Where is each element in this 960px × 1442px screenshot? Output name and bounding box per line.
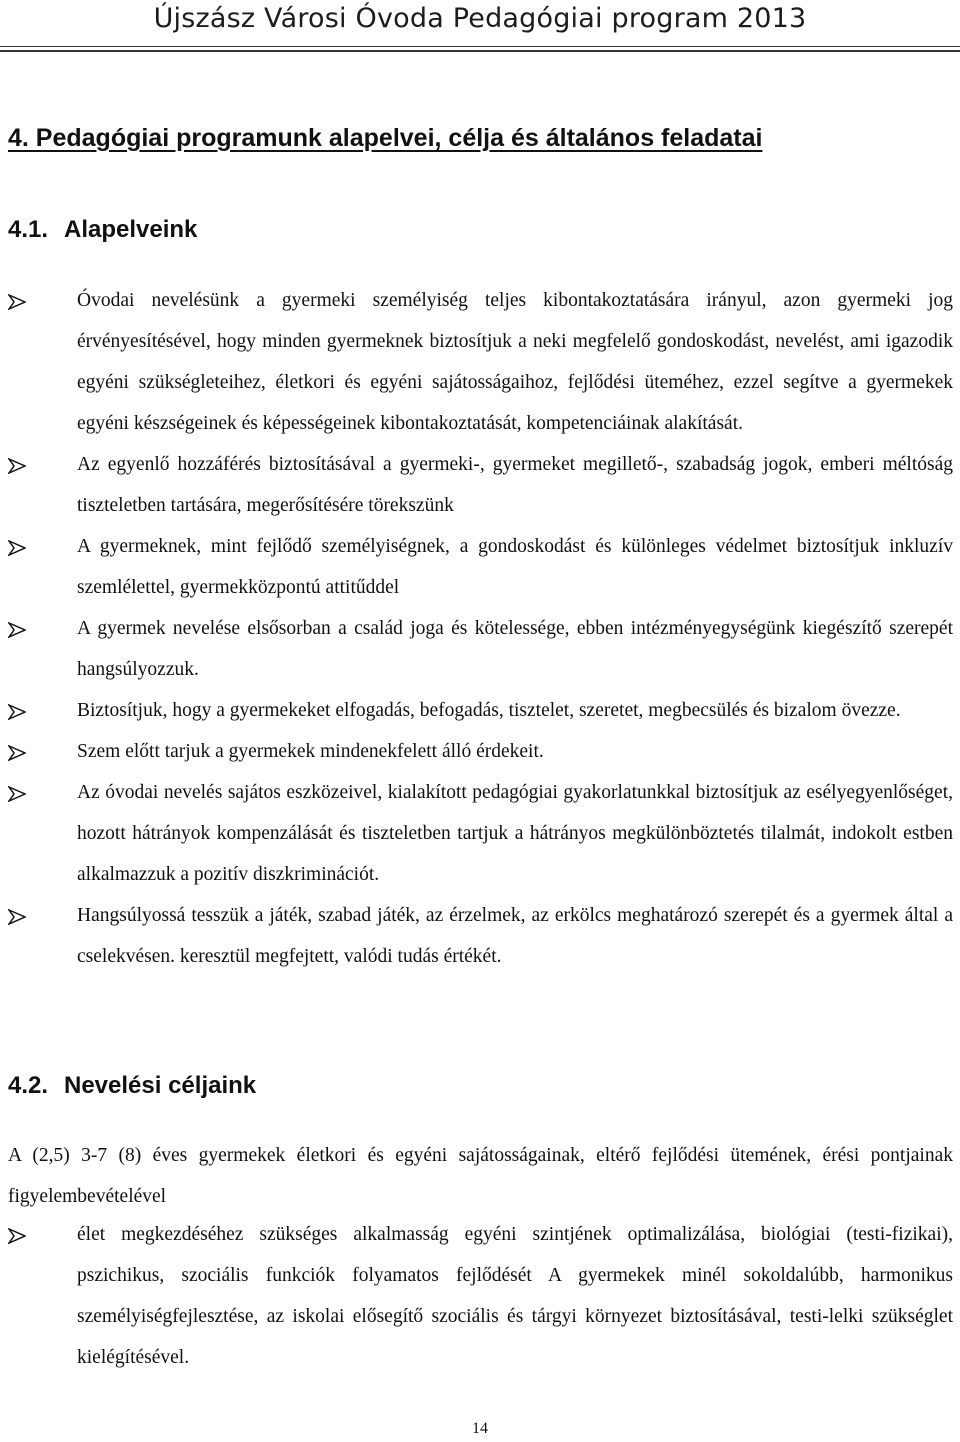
arrow-bullet-icon <box>8 444 28 485</box>
section-heading: 4. Pedagógiai programunk alapelvei, célja és általános feladatai <box>8 124 763 152</box>
list-item: Óvodai nevelésünk a gyermeki személyiség teljes kibontakoztatására irányul, azon gyermeki jog érvényesítésével, hogy minden gyermeknek biztosítjuk a neki megfelelő gondoskodást, nevelést, ami igazodik egyéni szükségleteihez, életkori és egyéni sajátosságaihoz, fejlődési üteméhez, ezzel segítve a gyermekek egyéni készségeinek és képességeinek kibontakoztatását, kompetenciáinak alakítását. <box>0 280 960 444</box>
subsection-title: Alapelveink <box>64 216 198 243</box>
arrow-bullet-icon <box>8 731 28 772</box>
list-item: Az egyenlő hozzáférés biztosításával a gyermeki-, gyermeket megillető-, szabadság jogok, emberi méltóság tiszteletben tartására, megerősítésére törekszünk <box>0 444 960 526</box>
arrow-bullet-icon <box>8 526 28 567</box>
list-item: élet megkezdéséhez szükséges alkalmasság egyéni szintjének optimalizálása, biológiai (testi-fizikai), pszichikus, szociális funkciók folyamatos fejlődését A gyermekek minél sokoldalúbb, harmonikus személyiségfejlesztése, az iskolai elősegítő szociális és tárgyi környezet biztosításával, testi-lelki szükséglet kielégítésével. <box>0 1214 960 1378</box>
arrow-bullet-icon <box>8 772 28 813</box>
header-divider-thick <box>0 50 960 52</box>
page-number: 14 <box>472 1420 488 1437</box>
arrow-bullet-icon <box>8 895 28 936</box>
subsection-heading-alapelveink <box>8 210 197 250</box>
arrow-bullet-icon <box>8 1214 28 1255</box>
subsection-heading-nevelesi-celjaink <box>8 1066 256 1106</box>
subsection-number: 4.1. <box>8 216 49 243</box>
list-item: A gyermek nevelése elsősorban a család joga és kötelessége, ebben intézményegységünk kiegészítő szerepét hangsúlyozzuk. <box>0 608 960 690</box>
page-header-title: Újszász Városi Óvoda Pedagógiai program 2013 <box>153 3 807 34</box>
list-item: A gyermeknek, mint fejlődő személyiségnek, a gondoskodást és különleges védelmet biztosítjuk inkluzív szemlélettel, gyermekközpontú attitűddel <box>0 526 960 608</box>
list-item: Biztosítjuk, hogy a gyermekeket elfogadás, befogadás, tisztelet, szeretet, megbecsülés és bizalom övezze. <box>0 690 960 731</box>
goals-list <box>0 1214 960 1378</box>
principles-list <box>0 280 960 977</box>
arrow-bullet-icon <box>8 280 28 321</box>
list-item: Szem előtt tarjuk a gyermekek mindenekfelett álló érdekeit. <box>0 731 960 772</box>
goals-intro-paragraph: A (2,5) 3-7 (8) éves gyermekek életkori és egyéni sajátosságainak, eltérő fejlődési ütemének, érési pontjainak figyelembevételével <box>8 1145 953 1207</box>
arrow-bullet-icon <box>8 608 28 649</box>
subsection-title: Nevelési céljaink <box>64 1072 257 1099</box>
subsection-number: 4.2. <box>8 1072 49 1099</box>
header-divider <box>0 46 960 47</box>
arrow-bullet-icon <box>8 690 28 731</box>
list-item: Hangsúlyossá tesszük a játék, szabad játék, az érzelmek, az erkölcs meghatározó szerepét és a gyermek által a cselekvésen. keresztül megfejtett, valódi tudás értékét. <box>0 895 960 977</box>
list-item: Az óvodai nevelés sajátos eszközeivel, kialakított pedagógiai gyakorlatunkkal biztosítjuk az esélyegyenlőséget, hozott hátrányok kompenzálását és tiszteletben tartjuk a hátrányos megkülönböztetés tilalmát, indokolt estben alkalmazzuk a pozitív diszkriminációt. <box>0 772 960 895</box>
